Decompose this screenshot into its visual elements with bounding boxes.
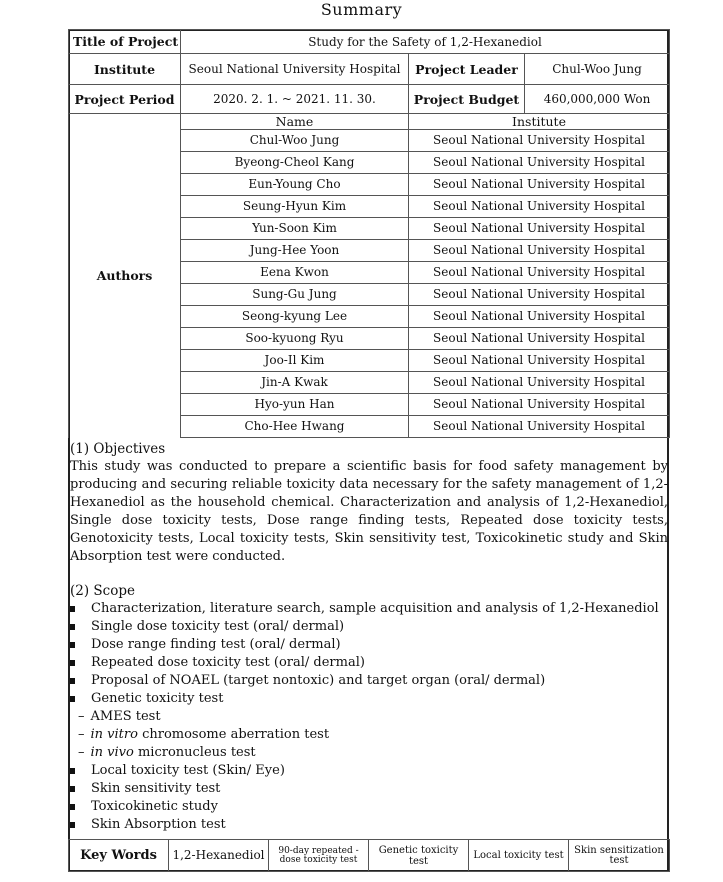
square-bullet-icon	[70, 606, 75, 612]
author-institute: Seoul National University Hospital	[409, 240, 670, 262]
authors-institute-header: Institute	[409, 114, 670, 130]
author-institute: Seoul National University Hospital	[409, 328, 670, 350]
scope-subitem	[70, 744, 668, 762]
keyword: 90-day repeated -dose toxicity test	[269, 840, 369, 872]
dash-icon: –	[78, 727, 85, 742]
scope-item	[70, 798, 668, 816]
scope-item	[70, 672, 668, 690]
square-bullet-icon	[70, 804, 75, 810]
scope-item	[70, 816, 668, 834]
institute-value: Seoul National University Hospital	[181, 54, 409, 85]
author-name: Yun-Soon Kim	[181, 218, 409, 240]
keyword: Genetic toxicity test	[369, 840, 469, 872]
author-institute: Seoul National University Hospital	[409, 130, 670, 152]
square-bullet-icon	[70, 786, 75, 792]
author-name: Byeong-Cheol Kang	[181, 152, 409, 174]
budget-label: Project Budget	[409, 85, 525, 114]
scope-subitem	[70, 708, 668, 726]
scope-item	[70, 636, 668, 654]
project-info-table	[68, 29, 670, 438]
title-value: Study for the Safety of 1,2-Hexanediol	[181, 30, 670, 54]
scope-item-text: Skin Absorption test	[91, 817, 226, 832]
scope-item-text: Skin sensitivity test	[91, 781, 221, 796]
author-name: Jin-A Kwak	[181, 372, 409, 394]
keyword: 1,2-Hexanediol	[169, 840, 269, 872]
author-name: Sung-Gu Jung	[181, 284, 409, 306]
author-name: Joo-Il Kim	[181, 350, 409, 372]
objectives-heading: (1) Objectives	[70, 441, 166, 457]
leader-value: Chul-Woo Jung	[525, 54, 670, 85]
author-name: Soo-kyuong Ryu	[181, 328, 409, 350]
scope-item-text: Repeated dose toxicity test (oral/ dermal)	[91, 655, 365, 670]
author-name: Eena Kwon	[181, 262, 409, 284]
author-institute: Seoul National University Hospital	[409, 350, 670, 372]
square-bullet-icon	[70, 768, 75, 774]
scope-item-text: Single dose toxicity test (oral/ dermal)	[91, 619, 345, 634]
authors-label: Authors	[69, 114, 181, 438]
author-institute: Seoul National University Hospital	[409, 416, 670, 438]
period-value: 2020. 2. 1. ~ 2021. 11. 30.	[181, 85, 409, 114]
author-name: Cho-Hee Hwang	[181, 416, 409, 438]
scope-item-text: Toxicokinetic study	[91, 799, 218, 814]
scope-item	[70, 762, 668, 780]
budget-value: 460,000,000 Won	[525, 85, 670, 114]
leader-label: Project Leader	[409, 54, 525, 85]
author-institute: Seoul National University Hospital	[409, 394, 670, 416]
keywords-label: Key Words	[69, 840, 169, 872]
author-institute: Seoul National University Hospital	[409, 152, 670, 174]
scope-subitem-italic: in vitro	[90, 727, 138, 742]
period-label: Project Period	[69, 85, 181, 114]
author-name: Eun-Young Cho	[181, 174, 409, 196]
scope-item	[70, 690, 668, 708]
square-bullet-icon	[70, 696, 75, 702]
authors-name-header: Name	[181, 114, 409, 130]
author-institute: Seoul National University Hospital	[409, 306, 670, 328]
title-label: Title of Project	[69, 30, 181, 54]
square-bullet-icon	[70, 822, 75, 828]
scope-item-text: Dose range finding test (oral/ dermal)	[91, 637, 341, 652]
summary-body	[70, 440, 668, 834]
scope-item	[70, 618, 668, 636]
author-institute: Seoul National University Hospital	[409, 174, 670, 196]
author-name: Seong-kyung Lee	[181, 306, 409, 328]
keyword: Skin sensitization test	[569, 840, 670, 872]
scope-item	[70, 654, 668, 672]
square-bullet-icon	[70, 660, 75, 666]
scope-item-text: Genetic toxicity test	[91, 691, 224, 706]
scope-subitem-text: AMES test	[90, 709, 161, 724]
scope-item-text: Proposal of NOAEL (target nontoxic) and target organ (oral/ dermal)	[91, 673, 546, 688]
square-bullet-icon	[70, 624, 75, 630]
author-name: Seung-Hyun Kim	[181, 196, 409, 218]
keyword: Local toxicity test	[469, 840, 569, 872]
scope-subitem-italic: in vivo	[90, 745, 134, 760]
scope-list	[70, 600, 668, 834]
scope-heading: (2) Scope	[70, 583, 135, 599]
scope-item-text: Characterization, literature search, sample acquisition and analysis of 1,2-Hexanediol	[91, 601, 659, 616]
author-institute: Seoul National University Hospital	[409, 262, 670, 284]
dash-icon: –	[78, 709, 85, 724]
dash-icon: –	[78, 745, 85, 760]
institute-label: Institute	[69, 54, 181, 85]
scope-item	[70, 600, 668, 618]
scope-item	[70, 780, 668, 798]
keywords-table	[68, 839, 670, 872]
scope-subitem	[70, 726, 668, 744]
square-bullet-icon	[70, 642, 75, 648]
author-institute: Seoul National University Hospital	[409, 196, 670, 218]
square-bullet-icon	[70, 678, 75, 684]
author-institute: Seoul National University Hospital	[409, 284, 670, 306]
author-name: Hyo-yun Han	[181, 394, 409, 416]
author-institute: Seoul National University Hospital	[409, 218, 670, 240]
scope-item-text: Local toxicity test (Skin/ Eye)	[91, 763, 285, 778]
author-name: Jung-Hee Yoon	[181, 240, 409, 262]
page-title: Summary	[320, 0, 403, 19]
objectives-text: This study was conducted to prepare a scientific basis for food safety management by producing and securing reliable toxicity data necessary for the safety management of 1,2-Hexanediol as the household chemical. Characterization and analysis of 1,2-Hexanediol, Single dose toxicity tests, Dose range finding tests, Repeated dose toxicity tests, Genotoxicity tests, Local toxicity tests, Skin sensitivity test, Toxicokinetic study and Skin Absorption test were conducted.	[70, 459, 668, 564]
author-institute: Seoul National University Hospital	[409, 372, 670, 394]
author-name: Chul-Woo Jung	[181, 130, 409, 152]
scope-subitem-text: micronucleus test	[133, 745, 256, 760]
scope-subitem-text: chromosome aberration test	[137, 727, 330, 742]
